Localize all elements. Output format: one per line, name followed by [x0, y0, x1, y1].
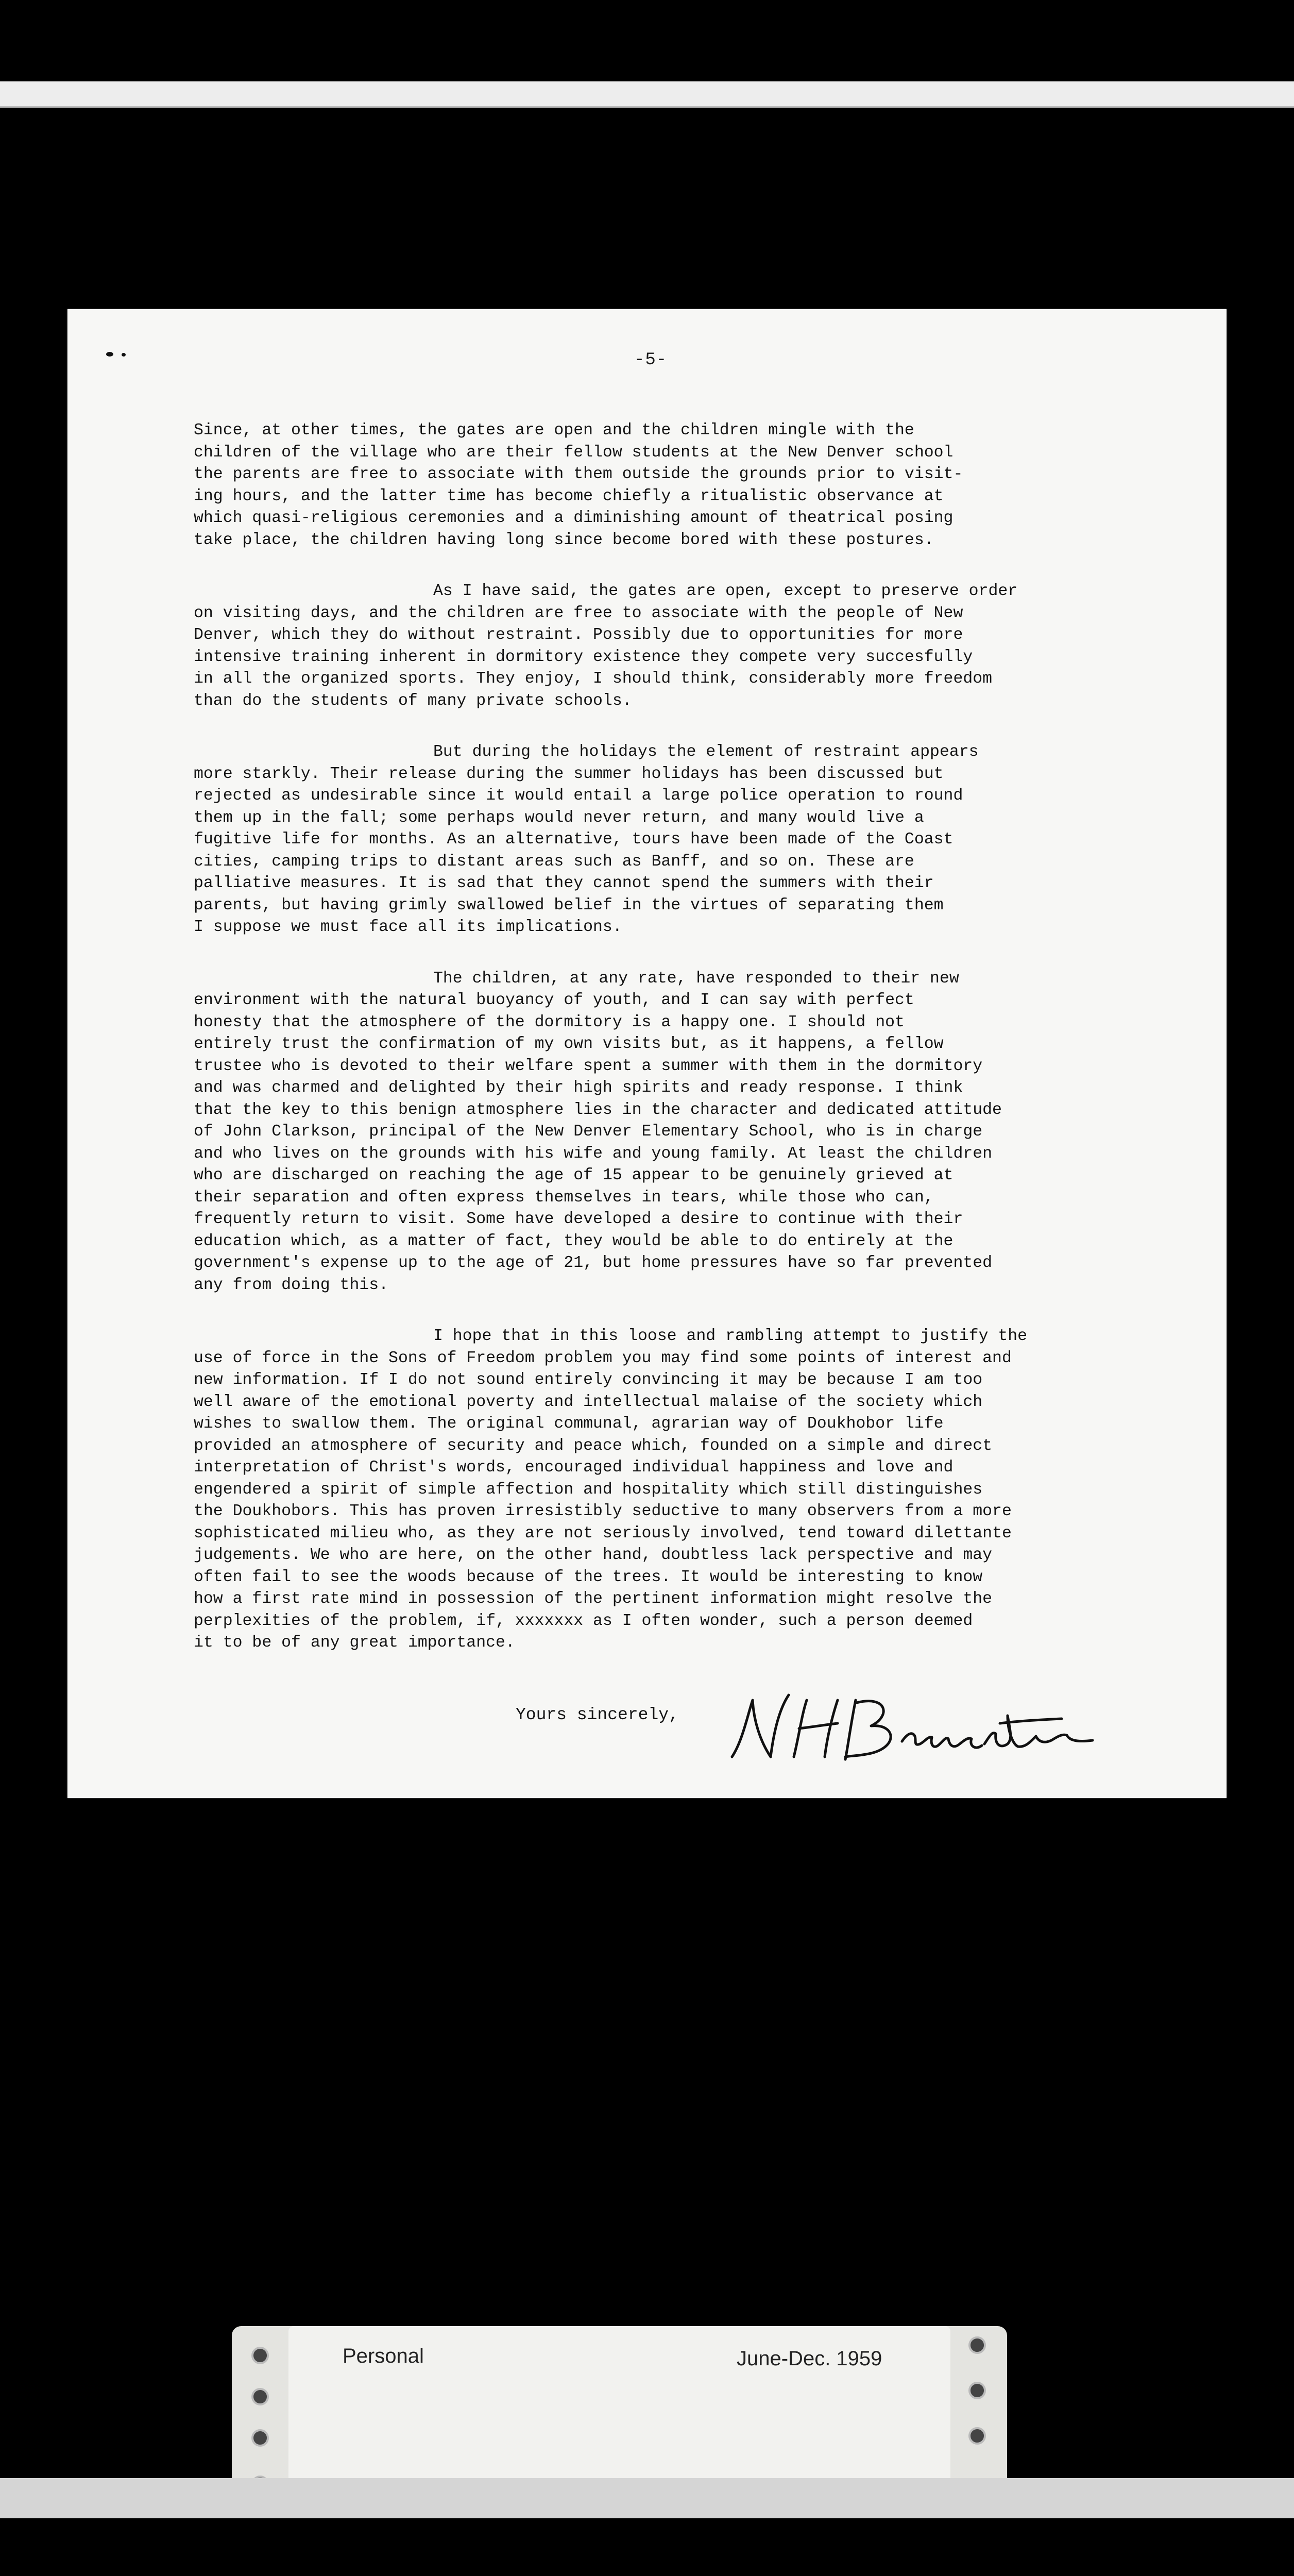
punch-hole [968, 2382, 986, 2399]
punch-hole [968, 2336, 986, 2354]
punch-hole [251, 2347, 269, 2364]
punch-hole [251, 2429, 269, 2447]
paragraph: Since, at other times, the gates are open and the children mingle with the children of the village who are their fellow students at the New Denver school the parents are free to associate with them outside the grounds prior to visit- ing hours, and the latter time has become chiefly a ritualistic observance at which quasi-religious ceremonies and a diminishing amount of theatrical posing take place, the children having long since become bored with these postures. [194, 421, 963, 549]
letter-body [194, 420, 1203, 1684]
ink-speck [122, 353, 126, 357]
closing: Yours sincerely, [516, 1705, 679, 1724]
punch-hole [968, 2427, 986, 2445]
bottom-film-strip [0, 2478, 1294, 2518]
paragraph: The children, at any rate, have responded to their new environment with the natural buoyancy of youth, and I can say with perfect honesty that the atmosphere of the dormitory is a happy one. I should not entirely trust the confirmation of my own visits but, as it happens, a fellow trustee who is devoted to their welfare spent a summer with them in the dormitory and was charmed and delighted by their high spirits and ready response. I think that the key to this benign atmosphere lies in the character and dedicated attitude of John Clarkson, principal of the New Denver Elementary School, who is in charge and who lives on the grounds with his wife and young family. At least the children who are discharged on reaching the age of 15 appear to be genuinely grieved at their separation and often express themselves in tears, while those who can, frequently return to visit. Some have developed a desire to continue with their education which, as a matter of fact, they would be able to do entirely at the government's expense up to the age of 21, but home pressures have so far prevented any from doing this. [194, 969, 1002, 1294]
paragraph: I hope that in this loose and rambling attempt to justify the use of force in the Sons of Freedom problem you may find some points of interest and new information. If I do not sound entirely convincing it may be because I am too well aware of the emotional poverty and intellectual malaise of the society which wishes to swallow them. The original communal, agrarian way of Doukhobor life provided an atmosphere of security and peace which, founded on a simple and direct interpretation of Christ's words, encouraged individual happiness and love and engendered a spirit of simple affection and hospitality which still distinguishes the Doukhobors. This has proven irresistibly seductive to many observers from a more sophisticated milieu who, as they are not seriously involved, tend toward dilettante judgements. We who are here, on the other hand, doubtless lack perspective and may often fail to see the woods because of the trees. It would be interesting to know how a first rate mind in possession of the pertinent information might resolve the perplexities of the problem, if, xxxxxxx as I often wonder, such a person deemed it to be of any great importance. [194, 1327, 1028, 1652]
folder-label-left: Personal [343, 2345, 424, 2367]
paragraph: But during the holidays the element of restraint appears more starkly. Their release during the summer holidays has been discussed but rejected as undesirable since it would entail a large police operation to round them up in the fall; some perhaps would never return, and many would live a fugitive life for months. As an alternative, tours have been made of the Coast cities, camping trips to distant areas such as Banff, and so on. These are palliative measures. It is sad that they cannot spend the summers with their parents, but having grimly swallowed belief in the virtues of separating them I suppose we must face all its implications. [194, 743, 979, 936]
top-film-strip [0, 81, 1294, 108]
punch-hole [251, 2388, 269, 2405]
letter-page [67, 309, 1227, 1798]
ink-speck [106, 352, 113, 357]
paragraph: As I have said, the gates are open, except to preserve order on visiting days, and the children are free to associate with the people of New Denver, which they do without restraint. Possibly due to opportunities for more intensive training inherent in dormitory existence they compete very succesfully in all the organized sports. They enjoy, I should think, considerably more freedom than do the students of many private schools. [194, 582, 1018, 710]
page-number: -5- [634, 350, 668, 370]
handwritten-signature [722, 1680, 1103, 1777]
folder-label-right: June-Dec. 1959 [737, 2347, 882, 2370]
